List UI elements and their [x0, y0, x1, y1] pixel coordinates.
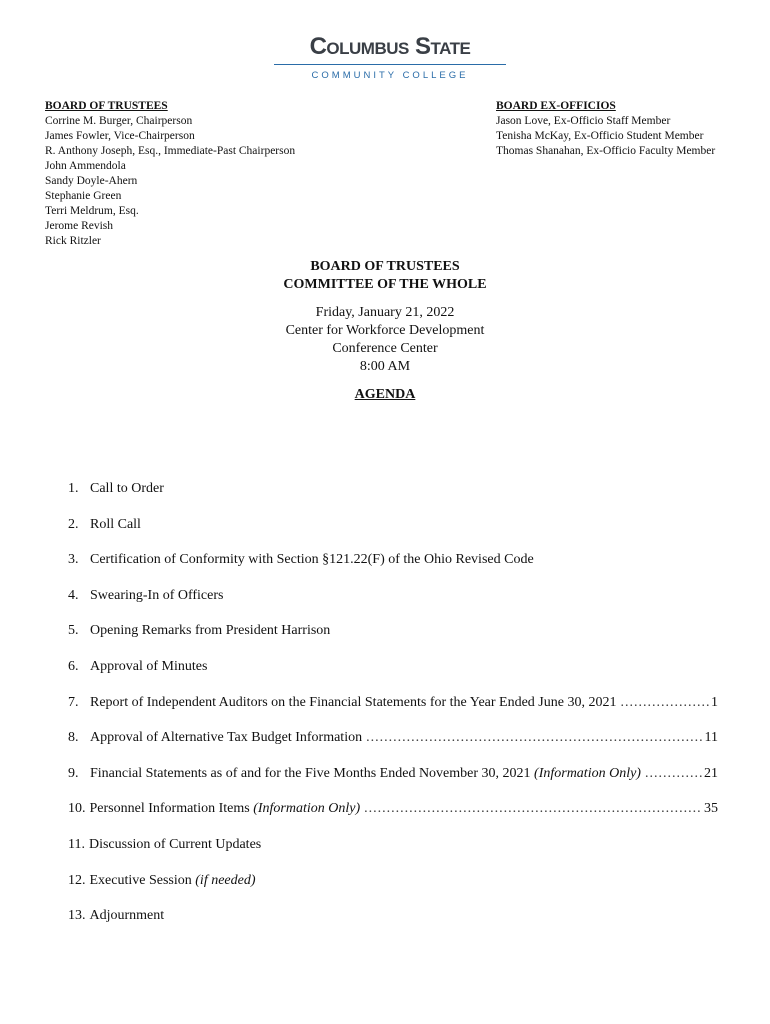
meeting-time: 8:00 AM: [359, 359, 411, 374]
agenda-item-label: [86, 908, 165, 924]
trustees-list: [45, 99, 295, 249]
agenda-item-text: Call to Order: [90, 481, 164, 496]
meeting-header: [0, 258, 770, 404]
agenda-item-number: 7.: [68, 694, 79, 710]
agenda-item-text: Certification of Conformity with Section §121.22(F) of the Ohio Revised Code: [90, 552, 534, 568]
agenda-item-number: 3.: [68, 552, 79, 568]
ex-officio-member: Thomas Shanahan, Ex-Officio Faculty Member: [496, 145, 716, 157]
agenda-item-label: [90, 730, 362, 746]
trustee-member: Corrine M. Burger, Chairperson: [45, 115, 193, 127]
agenda-item-label: [90, 517, 141, 533]
agenda-item: [68, 766, 718, 802]
agenda-item-number: 12.: [68, 872, 86, 888]
agenda-item-number: 13.: [68, 908, 86, 924]
agenda-item-number: 6.: [68, 658, 79, 674]
agenda-item-label: [90, 659, 207, 675]
agenda-item-text: Executive Session: [89, 872, 192, 888]
agenda-item-page: 35: [704, 801, 718, 817]
meeting-location: Center for Workforce Development: [285, 323, 485, 338]
agenda-item-number: 11.: [68, 836, 85, 852]
meeting-date: Friday, January 21, 2022: [315, 305, 455, 320]
dot-leader: [620, 695, 709, 711]
agenda-item: [68, 481, 718, 517]
agenda-item-number: 10.: [68, 801, 86, 817]
meeting-title: BOARD OF TRUSTEES: [310, 259, 460, 274]
agenda-item-page: 1: [711, 694, 718, 710]
agenda-item-label: [86, 873, 256, 889]
agenda-item-text: Report of Independent Auditors on the Financial Statements for the Year Ended June 30, 2021: [90, 694, 617, 710]
agenda-item-text: Personnel Information Items: [89, 801, 250, 817]
agenda-item-text: Roll Call: [90, 516, 141, 532]
agenda-item: [68, 730, 718, 766]
agenda-item: [68, 873, 718, 909]
meeting-room: Conference Center: [332, 341, 438, 356]
spacer: [0, 294, 770, 304]
agenda-item-text: Financial Statements as of and for the Five Months Ended November 30, 2021: [90, 765, 531, 781]
agenda-item-text: Approval of Minutes: [90, 658, 208, 674]
agenda-item-page: 21: [704, 765, 718, 781]
ex-officio-member: Jason Love, Ex-Officio Staff Member: [496, 115, 671, 127]
agenda-item: [68, 801, 718, 837]
trustee-member: Stephanie Green: [45, 190, 122, 202]
agenda-item-label: [90, 766, 641, 782]
ex-officios-heading: BOARD EX-OFFICIOS: [496, 100, 616, 112]
agenda-item-label: [90, 481, 164, 497]
trustee-member: Jerome Revish: [45, 220, 114, 232]
agenda-item-label: [90, 588, 223, 604]
agenda-item-number: 2.: [68, 516, 79, 532]
agenda-item-note: (if needed): [195, 872, 256, 888]
agenda-item-number: 9.: [68, 765, 79, 781]
agenda-item-page: 11: [704, 730, 718, 746]
ex-officios-list: [496, 99, 715, 159]
agenda-item-label: [85, 837, 261, 853]
trustee-member: R. Anthony Joseph, Esq., Immediate-Past Chairperson: [45, 145, 296, 157]
agenda-item: [68, 695, 718, 731]
agenda-item: [68, 552, 718, 588]
agenda-item-number: 8.: [68, 730, 79, 746]
ex-officio-member: Tenisha McKay, Ex-Officio Student Member: [496, 130, 704, 142]
agenda-item-label: [90, 695, 616, 711]
dot-leader: [366, 730, 702, 746]
trustees-heading: BOARD OF TRUSTEES: [45, 100, 168, 112]
agenda-item-text: Opening Remarks from President Harrison: [90, 623, 331, 639]
logo-name: Columbus State: [309, 33, 471, 60]
dot-leader: [364, 801, 702, 817]
trustee-member: Terri Meldrum, Esq.: [45, 205, 139, 217]
college-logo: [270, 33, 510, 82]
agenda-list: [68, 481, 718, 944]
agenda-item: [68, 837, 718, 873]
agenda-item-text: Discussion of Current Updates: [88, 836, 262, 852]
agenda-item: [68, 908, 718, 944]
agenda-item: [68, 588, 718, 624]
agenda-item: [68, 517, 718, 553]
agenda-item-text: Approval of Alternative Tax Budget Information: [90, 730, 363, 746]
logo-rule: [274, 64, 506, 65]
agenda-item-number: 4.: [68, 587, 79, 603]
agenda-item-text: Adjournment: [89, 908, 165, 924]
logo-subtitle: COMMUNITY COLLEGE: [311, 70, 469, 81]
agenda-item-note: (Information Only): [534, 765, 641, 781]
dot-leader: [645, 766, 702, 782]
meeting-subtitle: COMMITTEE OF THE WHOLE: [283, 277, 487, 292]
agenda-item-label: [86, 801, 361, 817]
agenda-item-label: [90, 623, 330, 639]
trustee-member: James Fowler, Vice-Chairperson: [45, 130, 195, 142]
agenda-item: [68, 623, 718, 659]
agenda-item-number: 5.: [68, 623, 79, 639]
agenda-item-note: (Information Only): [253, 801, 361, 817]
trustee-member: Sandy Doyle-Ahern: [45, 175, 138, 187]
agenda-item: [68, 659, 718, 695]
agenda-item-text: Swearing-In of Officers: [90, 587, 224, 603]
agenda-item-number: 1.: [68, 481, 79, 496]
trustee-member: John Ammendola: [45, 160, 126, 172]
agenda-item-label: [90, 552, 534, 568]
agenda-heading: AGENDA: [354, 387, 416, 402]
trustee-member: Rick Ritzler: [45, 235, 101, 247]
